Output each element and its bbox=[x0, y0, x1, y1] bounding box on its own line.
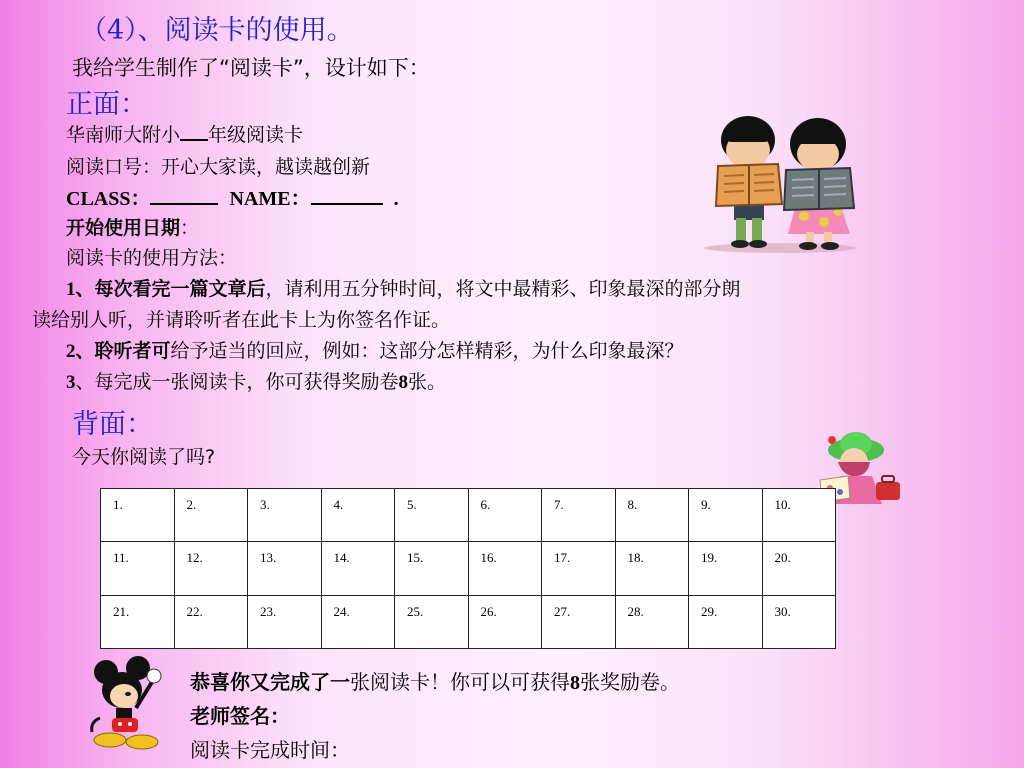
page-title: （4）、阅读卡的使用。 bbox=[80, 15, 354, 46]
congrats-count: 8 bbox=[570, 672, 580, 694]
grade-label: 年级阅读卡 bbox=[208, 124, 304, 146]
rule-3 bbox=[66, 367, 446, 394]
rule-1 bbox=[66, 274, 741, 301]
grid-row bbox=[101, 542, 836, 595]
kids-reading-illustration bbox=[700, 112, 860, 254]
rule-1-continued: 读给别人听，并请聆听者在此卡上为你签名作证。 bbox=[32, 309, 451, 331]
grid-cell: 4. bbox=[321, 489, 395, 542]
congrats-line bbox=[190, 666, 680, 695]
teacher-sign-label: 老师签名： bbox=[190, 704, 290, 728]
congrats-text-a: 恭喜你又完成了一 bbox=[190, 670, 350, 694]
name-blank bbox=[311, 185, 383, 205]
grid-cell: 29. bbox=[689, 595, 763, 648]
grid-cell: 25. bbox=[395, 595, 469, 648]
rule-2-text: 给予适当的回应，例如：这部分怎样精彩，为什么印象最深？ bbox=[170, 340, 684, 362]
grid-cell: 7. bbox=[542, 489, 616, 542]
grid-row bbox=[101, 489, 836, 542]
school-name: 华南师大附小 bbox=[66, 124, 181, 146]
grid-cell: 20. bbox=[762, 542, 836, 595]
card-school-line bbox=[66, 120, 303, 147]
reading-record-grid bbox=[100, 488, 836, 649]
start-date-colon: ： bbox=[180, 217, 200, 239]
grid-row bbox=[101, 595, 836, 648]
rule-2-bold: 聆听者可 bbox=[94, 340, 171, 362]
rule-3-text-b: 张。 bbox=[408, 371, 447, 393]
grid-cell: 10. bbox=[762, 489, 836, 542]
grid-cell: 26. bbox=[468, 595, 542, 648]
class-name-line bbox=[66, 182, 399, 211]
front-heading: 正面： bbox=[66, 89, 147, 120]
grid-cell: 8. bbox=[615, 489, 689, 542]
grid-cell: 18. bbox=[615, 542, 689, 595]
grid-cell: 24. bbox=[321, 595, 395, 648]
name-label: NAME： bbox=[229, 188, 311, 210]
grid-cell: 23. bbox=[248, 595, 322, 648]
grid-cell: 5. bbox=[395, 489, 469, 542]
name-end: . bbox=[393, 188, 399, 210]
intro-text: 我给学生制作了“阅读卡”，设计如下： bbox=[72, 56, 430, 80]
start-date-label: 开始使用日期 bbox=[66, 217, 181, 239]
grid-cell: 2. bbox=[174, 489, 248, 542]
class-blank bbox=[150, 185, 218, 205]
congrats-text-b: 张阅读卡！你可以可获得 bbox=[350, 670, 570, 694]
grid-cell: 21. bbox=[101, 595, 175, 648]
grid-cell: 15. bbox=[395, 542, 469, 595]
congrats-text-c: 张奖励卷。 bbox=[580, 670, 680, 694]
grid-cell: 3. bbox=[248, 489, 322, 542]
start-date-line bbox=[66, 213, 199, 240]
back-heading: 背面： bbox=[72, 409, 153, 440]
grid-cell: 1. bbox=[101, 489, 175, 542]
grid-cell: 14. bbox=[321, 542, 395, 595]
rule-2 bbox=[66, 336, 684, 363]
grid-cell: 22. bbox=[174, 595, 248, 648]
rule-1-bold: 每次看完一篇文章后 bbox=[94, 278, 266, 300]
grade-blank bbox=[180, 121, 208, 141]
method-heading: 阅读卡的使用方法： bbox=[66, 247, 238, 269]
grid-cell: 11. bbox=[101, 542, 175, 595]
rule-1-text: ，请利用五分钟时间，将文中最精彩、印象最深的部分朗 bbox=[265, 278, 741, 300]
finish-time-label: 阅读卡完成时间： bbox=[190, 738, 350, 762]
grid-cell: 28. bbox=[615, 595, 689, 648]
grid-cell: 12. bbox=[174, 542, 248, 595]
rule-1-number: 1、 bbox=[66, 279, 95, 300]
grid-cell: 13. bbox=[248, 542, 322, 595]
mickey-mouse-illustration bbox=[80, 652, 184, 752]
rule-3-text-a: 、每完成一张阅读卡，你可获得奖励卷 bbox=[75, 371, 399, 393]
grid-cell: 19. bbox=[689, 542, 763, 595]
rule-3-count: 8 bbox=[398, 372, 409, 393]
card-slogan: 阅读口号：开心大家读，越读越创新 bbox=[66, 156, 371, 178]
grid-cell: 6. bbox=[468, 489, 542, 542]
rule-2-number: 2、 bbox=[66, 341, 95, 362]
class-label: CLASS： bbox=[66, 188, 151, 210]
grid-cell: 27. bbox=[542, 595, 616, 648]
rule-3-number: 3 bbox=[66, 372, 76, 393]
grid-cell: 30. bbox=[762, 595, 836, 648]
grid-cell: 9. bbox=[689, 489, 763, 542]
grid-cell: 16. bbox=[468, 542, 542, 595]
grid-cell: 17. bbox=[542, 542, 616, 595]
back-question: 今天你阅读了吗? bbox=[72, 446, 216, 468]
